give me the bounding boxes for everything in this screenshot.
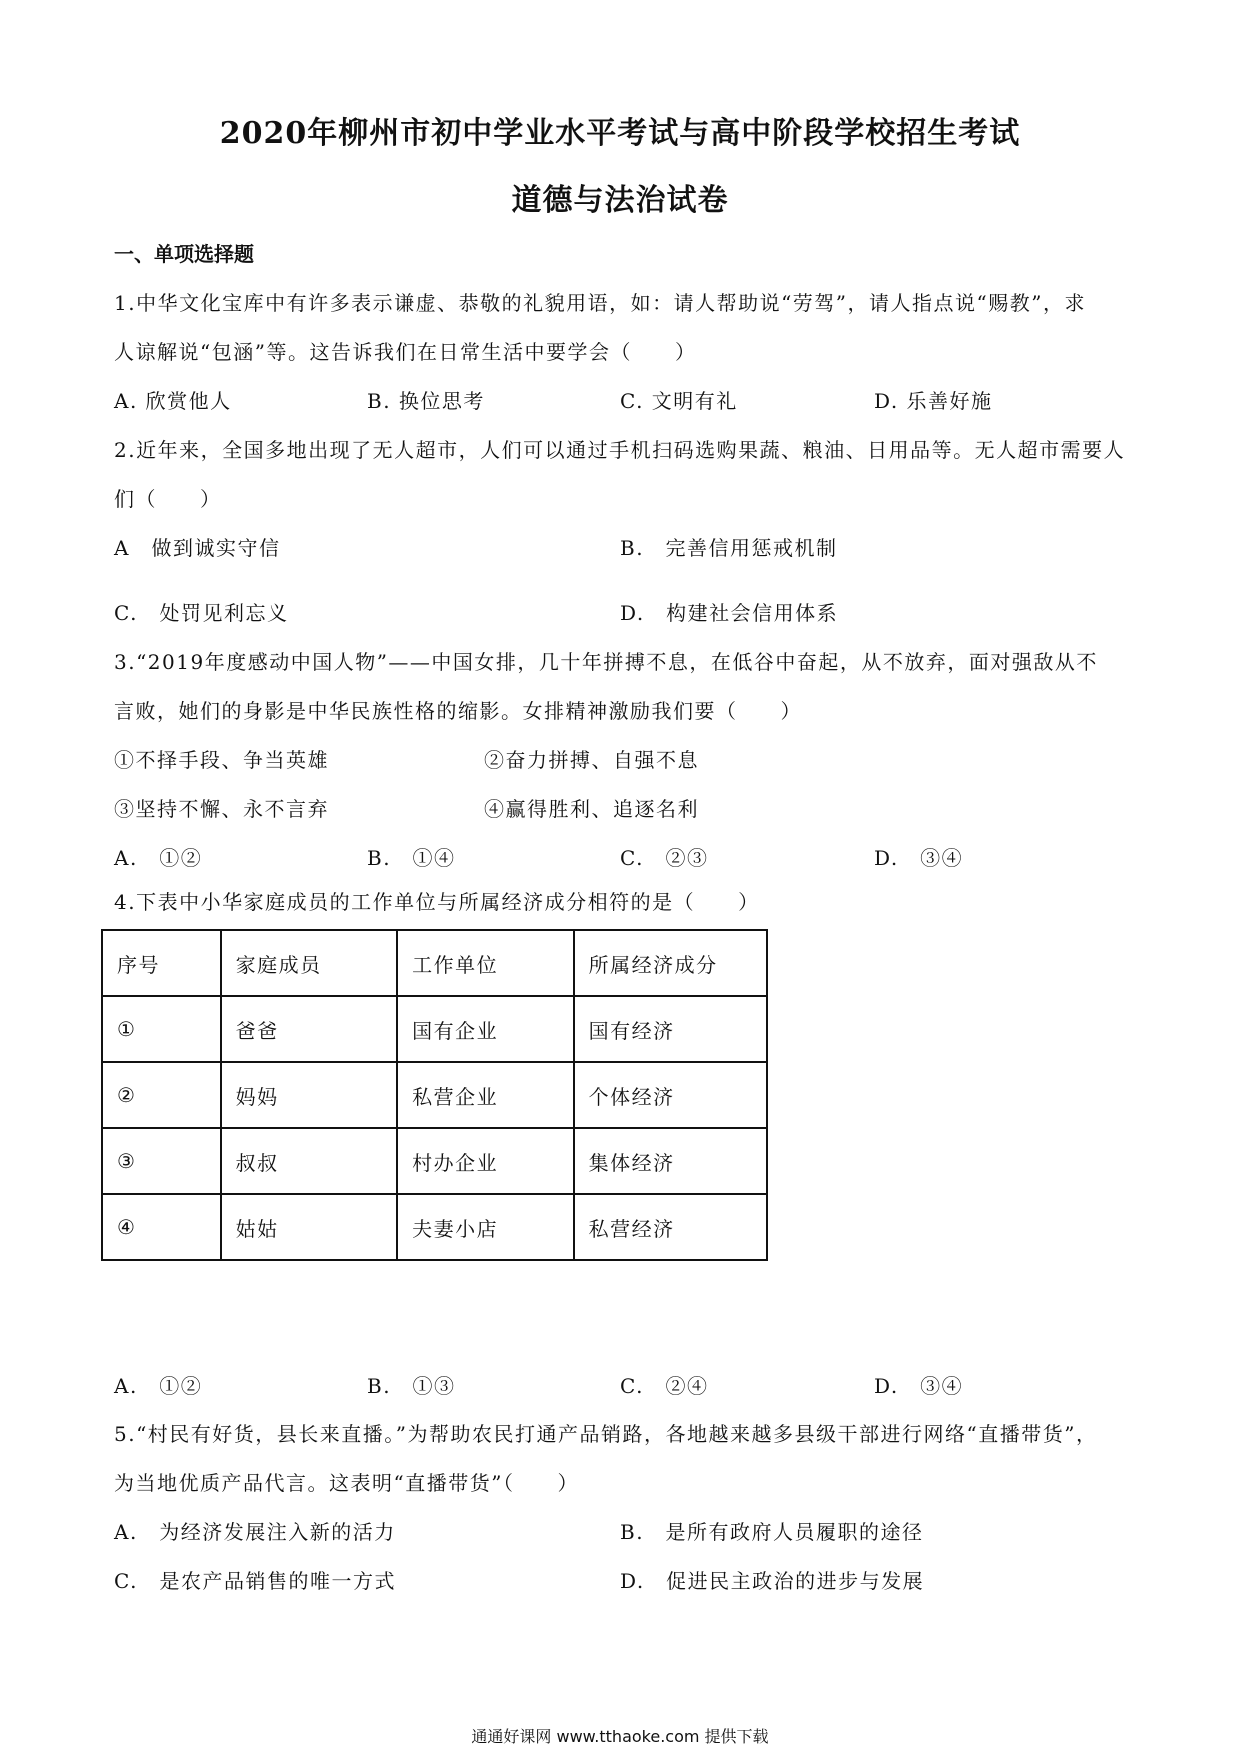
footer-source: 通通好课网 www.tthaoke.com 提供下载 — [471, 1727, 769, 1746]
q4-stem-line1: 4.下表中小华家庭成员的工作单位与所属经济成分相符的是（ ） — [114, 890, 760, 914]
q2-option-a: A 做到诚实守信 — [114, 536, 281, 560]
q5-option-b: B. 是所有政府人员履职的途径 — [620, 1520, 924, 1544]
q3-option-a: A. ①② — [114, 846, 203, 870]
q3-stem-line2: 言败，她们的身影是中华民族性格的缩影。女排精神激励我们要（ ） — [114, 699, 802, 723]
table-header-row — [102, 930, 767, 996]
q1-option-c: C. 文明有礼 — [620, 389, 738, 413]
q1-stem-line2: 人谅解说“包涵”等。这告诉我们在日常生活中要学会（ ） — [114, 340, 697, 364]
q3-option-d: D. ③④ — [874, 846, 964, 870]
q1-stem-line1: 1.中华文化宝库中有许多表示谦虚、恭敬的礼貌用语，如：请人帮助说“劳驾”，请人指点说“赐教”，求 — [114, 291, 1086, 315]
table-row — [102, 1194, 767, 1260]
table-header-cell: 所属经济成分 — [574, 930, 767, 996]
table-cell: 国有企业 — [397, 996, 573, 1062]
table-cell: 私营经济 — [574, 1194, 767, 1260]
table-cell: ④ — [102, 1194, 221, 1260]
q3-option-b: B. ①④ — [367, 846, 456, 870]
table-cell: 国有经济 — [574, 996, 767, 1062]
table-cell: 集体经济 — [574, 1128, 767, 1194]
table-header-cell: 家庭成员 — [221, 930, 397, 996]
table-cell: 爸爸 — [221, 996, 397, 1062]
q4-option-c: C. ②④ — [620, 1374, 709, 1398]
q1-option-d: D. 乐善好施 — [874, 389, 993, 413]
q2-option-d: D. 构建社会信用体系 — [620, 601, 839, 625]
q5-stem-line2: 为当地优质产品代言。这表明“直播带货”（ ） — [114, 1471, 579, 1495]
q1-option-b: B. 换位思考 — [367, 389, 485, 413]
q2-stem-line1: 2.近年来，全国多地出现了无人超市，人们可以通过手机扫码选购果蔬、粮油、日用品等。无人超市需要人 — [114, 438, 1126, 462]
table-row — [102, 1062, 767, 1128]
q2-stem-line2: 们（ ） — [114, 487, 222, 511]
q2-option-c: C. 处罚见利忘义 — [114, 601, 289, 625]
table-cell: ③ — [102, 1128, 221, 1194]
exam-title-line1: 2020年柳州市初中学业水平考试与高中阶段学校招生考试 — [219, 116, 1021, 151]
q1-option-a: A. 欣赏他人 — [114, 389, 232, 413]
q5-option-d: D. 促进民主政治的进步与发展 — [620, 1569, 925, 1593]
table-cell: ① — [102, 996, 221, 1062]
table-row — [102, 1128, 767, 1194]
q4-option-b: B. ①③ — [367, 1374, 456, 1398]
section-heading: 一、单项选择题 — [114, 242, 254, 266]
table-cell: 妈妈 — [221, 1062, 397, 1128]
q5-stem-line1: 5.“村民有好货，县长来直播。”为帮助农民打通产品销路，各地越来越多县级干部进行网络“直播带货”， — [114, 1422, 1098, 1446]
q2-option-b: B. 完善信用惩戒机制 — [620, 536, 838, 560]
q3-stem-line1: 3.“2019年度感动中国人物”——中国女排，几十年拼搏不息，在低谷中奋起，从不放弃，面对强敌从不 — [114, 650, 1098, 674]
table-row — [102, 996, 767, 1062]
q3-item-3: ③坚持不懈、永不言弃 — [114, 797, 329, 821]
table-cell: 村办企业 — [397, 1128, 573, 1194]
q5-option-c: C. 是农产品销售的唯一方式 — [114, 1569, 396, 1593]
table-cell: 夫妻小店 — [397, 1194, 573, 1260]
table-cell: 私营企业 — [397, 1062, 573, 1128]
table-cell: 个体经济 — [574, 1062, 767, 1128]
table-header-cell: 序号 — [102, 930, 221, 996]
q3-item-1: ①不择手段、争当英雄 — [114, 748, 329, 772]
table-cell: 叔叔 — [221, 1128, 397, 1194]
q4-option-a: A. ①② — [114, 1374, 203, 1398]
family-economy-table — [101, 929, 768, 1261]
q3-item-4: ④赢得胜利、追逐名利 — [484, 797, 699, 821]
q4-option-d: D. ③④ — [874, 1374, 964, 1398]
q3-option-c: C. ②③ — [620, 846, 709, 870]
q3-item-2: ②奋力拼搏、自强不息 — [484, 748, 699, 772]
q5-option-a: A. 为经济发展注入新的活力 — [114, 1520, 396, 1544]
table-cell: ② — [102, 1062, 221, 1128]
exam-title-line2: 道德与法治试卷 — [511, 183, 729, 218]
table-cell: 姑姑 — [221, 1194, 397, 1260]
table-header-cell: 工作单位 — [397, 930, 573, 996]
